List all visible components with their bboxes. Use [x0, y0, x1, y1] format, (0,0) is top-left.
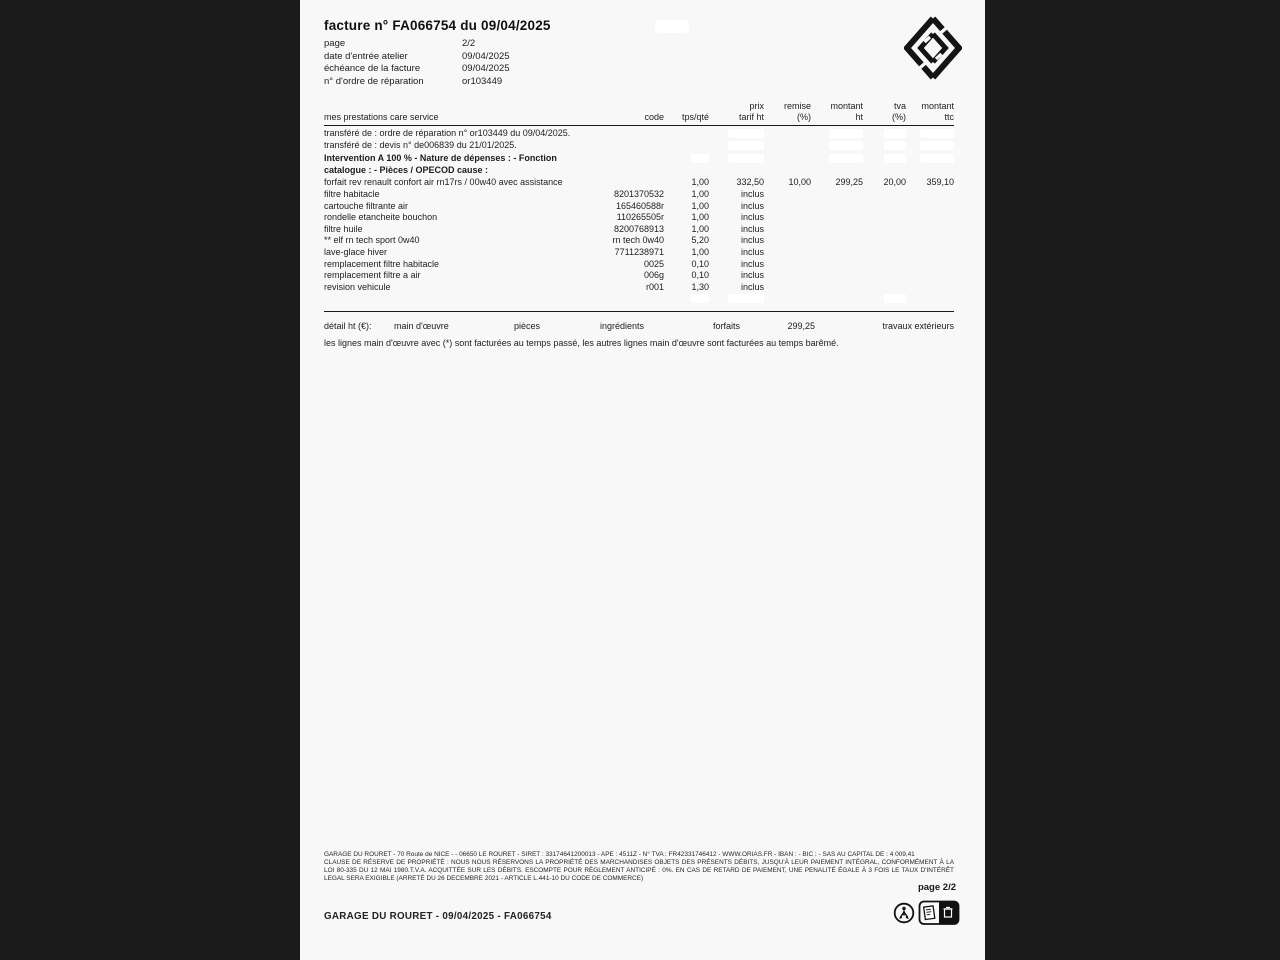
- cell-discount: [764, 270, 811, 282]
- cell-ht: [811, 235, 863, 247]
- cell-qty: 1,00: [691, 177, 709, 188]
- cell-code: rn tech 0w40: [612, 235, 664, 246]
- cell-price: inclus: [740, 281, 764, 292]
- cell-code: 8201370532: [613, 188, 664, 199]
- cell-tva: [863, 235, 906, 247]
- cell-discount: [764, 282, 811, 294]
- cell-code: [579, 177, 664, 189]
- cell-code: 110265505r: [616, 212, 664, 223]
- col-header-prestations: mes prestations care service: [324, 111, 439, 122]
- cell-price: 332,50: [736, 177, 764, 188]
- cell-ttc: [906, 259, 954, 271]
- cell-price: [709, 140, 764, 152]
- meta-value: 09/04/2025: [462, 50, 510, 62]
- cell-desc: remplacement filtre habitacle: [324, 258, 440, 269]
- redacted-value: [920, 141, 954, 150]
- cell-desc: remplacement filtre a air: [324, 270, 421, 281]
- cell-ttc: [906, 128, 954, 140]
- cell-ht: [811, 224, 863, 236]
- cell-discount: [764, 293, 811, 305]
- cell-desc: transféré de : ordre de réparation n° or103449 du 09/04/2025.: [324, 128, 571, 138]
- cell-ht: [811, 140, 863, 152]
- table-row: [324, 201, 954, 213]
- redacted-value: [728, 129, 764, 138]
- col-header-qty: tps/qté: [681, 111, 709, 122]
- table-row: [324, 212, 954, 224]
- cell-ttc: [906, 293, 954, 305]
- detail-pieces: pièces: [514, 320, 541, 331]
- cell-code: [579, 153, 664, 176]
- cell-tva: [863, 153, 906, 176]
- cell-discount: [764, 189, 811, 201]
- cell-discount: [764, 128, 811, 140]
- cell-tva: [863, 201, 906, 213]
- billing-note: les lignes main d'œuvre avec (*) sont facturées au temps passé, les autres lignes main d'œuvre sont facturées au temps barêmé.: [324, 337, 839, 348]
- redacted-value: [829, 129, 863, 138]
- meta-row: [324, 63, 510, 76]
- redacted-value: [884, 294, 906, 303]
- cell-price: inclus: [740, 188, 764, 199]
- cell-desc: filtre huile: [324, 223, 363, 234]
- table-rows: [324, 128, 954, 305]
- table-bottom-rule: [324, 311, 954, 312]
- cell-desc: rondelle etancheite bouchon: [324, 212, 438, 223]
- table-row: [324, 224, 954, 236]
- cell-price: inclus: [740, 212, 764, 223]
- legal-footer: [324, 851, 954, 883]
- cell-desc: ** elf rn tech sport 0w40: [324, 235, 420, 246]
- cell-ttc: [906, 189, 954, 201]
- invoice-meta: [324, 38, 510, 88]
- cell-price: inclus: [740, 246, 764, 257]
- cell-desc: revision vehicule: [324, 281, 391, 292]
- meta-row: [324, 51, 510, 64]
- col-header-code: code: [644, 111, 664, 122]
- cell-ht: [811, 270, 863, 282]
- redacted-value: [884, 141, 906, 150]
- detail-travaux-exterieurs: travaux extérieurs: [882, 320, 954, 331]
- cell-ttc: [906, 224, 954, 236]
- cell-discount: [764, 201, 811, 213]
- detail-ht-row: [324, 321, 954, 331]
- table-row: [324, 247, 954, 259]
- table-row: [324, 140, 954, 152]
- document-reference: GARAGE DU ROURET - 09/04/2025 - FA066754: [324, 911, 552, 922]
- cell-tva: [863, 259, 906, 271]
- redacted-value: [728, 294, 764, 303]
- cell-ht: [811, 259, 863, 271]
- cell-code: 8200768913: [613, 223, 664, 234]
- recycling-icons: [893, 897, 961, 927]
- col-header-tva: tva (%): [892, 101, 906, 122]
- redacted-value: [691, 154, 709, 163]
- cell-ht: [811, 293, 863, 305]
- company-info-line: GARAGE DU ROURET - 70 Route de NICE - - 06650 LE ROURET - SIRET : 33174641200013 - APE : 4511Z - N° TVA : FR42331746412 - WWW.ORIAS.FR - IBAN : - BIC : - SAS AU CAPITAL DE : 4 009,41: [324, 851, 915, 858]
- col-header-montant-ttc: montant ttc: [921, 101, 954, 122]
- redacted-smudge: [655, 20, 689, 33]
- meta-row: [324, 76, 510, 89]
- cell-qty: 0,10: [691, 258, 709, 269]
- meta-label: date d'entrée atelier: [324, 50, 408, 62]
- cell-qty: 5,20: [691, 235, 709, 246]
- meta-label: n° d'ordre de réparation: [324, 75, 424, 87]
- cell-code: [579, 128, 664, 140]
- table-row: [324, 259, 954, 271]
- cell-price: inclus: [740, 200, 764, 211]
- cell-discount: [764, 224, 811, 236]
- cell-tva: [863, 140, 906, 152]
- redacted-value: [884, 154, 906, 163]
- cell-ttc: [906, 270, 954, 282]
- cell-code: 0025: [643, 258, 664, 269]
- cell-desc: lave-glace hiver: [324, 246, 388, 257]
- redacted-value: [920, 154, 954, 163]
- col-header-remise: remise (%): [783, 101, 811, 122]
- cell-price: [709, 128, 764, 140]
- cell-qty: 1,00: [691, 200, 709, 211]
- cell-discount: [764, 259, 811, 271]
- redacted-value: [920, 129, 954, 138]
- meta-value: 09/04/2025: [462, 63, 510, 75]
- cell-qty: 1,00: [691, 212, 709, 223]
- cell-ttc: [906, 201, 954, 213]
- cell-code: r001: [645, 281, 664, 292]
- cell-tva: [863, 212, 906, 224]
- redacted-value: [829, 141, 863, 150]
- cell-price: inclus: [740, 235, 764, 246]
- cell-ttc: [906, 140, 954, 152]
- cell-qty: [664, 153, 709, 176]
- cell-desc: filtre habitacle: [324, 188, 380, 199]
- cell-ttc: [906, 247, 954, 259]
- cell-qty: 1,00: [691, 246, 709, 257]
- renault-diamond-logo-icon: [904, 15, 962, 81]
- cell-discount: 10,00: [788, 177, 811, 188]
- cell-discount: [764, 153, 811, 176]
- redacted-value: [728, 141, 764, 150]
- cell-discount: [764, 140, 811, 152]
- cell-qty: 1,00: [691, 188, 709, 199]
- cell-code: [579, 140, 664, 152]
- cell-ht: [811, 212, 863, 224]
- cell-qty: 1,00: [691, 223, 709, 234]
- redacted-value: [884, 129, 906, 138]
- cell-qty: 0,10: [691, 270, 709, 281]
- cell-tva: [863, 128, 906, 140]
- meta-label: page: [324, 38, 346, 49]
- cell-ht: [811, 153, 863, 176]
- cell-price: inclus: [740, 223, 764, 234]
- cell-desc: Intervention A 100 % - Nature de dépenses : - Fonction catalogue : - Pièces / OPECOD cause :: [324, 153, 557, 175]
- col-header-prix: prix tarif ht: [738, 101, 764, 122]
- cell-ht: [811, 189, 863, 201]
- meta-label: échéance de la facture: [324, 63, 421, 75]
- cell-tva: [863, 247, 906, 259]
- col-header-montant-ht: montant ht: [830, 101, 863, 122]
- detail-main-oeuvre: main d'œuvre: [394, 320, 449, 331]
- cell-tva: [863, 224, 906, 236]
- table-row: [324, 282, 954, 294]
- cell-price: [709, 153, 764, 176]
- cell-ht: [811, 247, 863, 259]
- cell-qty: [664, 140, 709, 152]
- cell-code: 165460588r: [615, 200, 664, 211]
- sorting-info-icon: [920, 902, 959, 925]
- cell-ttc: [906, 282, 954, 294]
- cell-ttc: 359,10: [926, 177, 954, 188]
- cell-discount: [764, 247, 811, 259]
- reserve-clause: CLAUSE DE RÉSERVE DE PROPRIÉTÉ : NOUS NOUS RÉSERVONS LA PROPRIÉTÉ DES MARCHANDISES OBJETS DES PRÉSENTS DÉBITS, JUSQU'À LEUR PAIEMENT INTÉGRAL, CONFORMÉMENT À LA LOI 80-335 DU 12 MAI 1980.T.V.A. ACQUITTÉE SUR LES DÉBITS. ESCOMPTE POUR RÈGLEMENT ANTICIPÉ : 0%. EN CAS DE RETARD DE PAIEMENT, UNE PENALITÉ ÉGALE À 3 FOIS LE TAUX D'INTÉRÊT LEGAL SERA EXIGIBLE (ARRETÉ DU 26 DECEMBRE 2021 - ARTICLE L.441-10 DU CODE DE COMMERCE): [324, 858, 954, 882]
- invoice-page: [300, 0, 985, 960]
- cell-tva: [863, 189, 906, 201]
- table-row: [324, 235, 954, 247]
- cell-desc: forfait rev renault confort air rn17rs / 00w40 avec assistance: [324, 177, 563, 188]
- cell-ht: [811, 282, 863, 294]
- redacted-value: [829, 154, 863, 163]
- prestations-table: [324, 101, 954, 348]
- table-row: [324, 177, 954, 189]
- redacted-value: [728, 154, 764, 163]
- cell-qty: [664, 128, 709, 140]
- cell-code: [579, 293, 664, 305]
- cell-price: inclus: [740, 270, 764, 281]
- triman-icon: [895, 904, 914, 923]
- cell-ht: 299,25: [835, 177, 863, 188]
- cell-price: inclus: [740, 258, 764, 269]
- page-number-label: page 2/2: [917, 882, 956, 893]
- cell-tva: [863, 282, 906, 294]
- cell-desc: transféré de : devis n° de006839 du 21/01/2025.: [324, 139, 517, 150]
- detail-forfaits-value: 299,25: [787, 320, 815, 331]
- table-row: [324, 189, 954, 201]
- cell-qty: 1,30: [691, 281, 709, 292]
- cell-ttc: [906, 235, 954, 247]
- cell-tva: [863, 293, 906, 305]
- cell-desc: cartouche filtrante air: [324, 200, 409, 211]
- cell-desc: [324, 293, 579, 305]
- table-header: [324, 101, 954, 126]
- cell-discount: [764, 212, 811, 224]
- invoice-title: facture n° FA066754 du 09/04/2025: [324, 18, 551, 33]
- cell-ht: [811, 128, 863, 140]
- meta-value: 2/2: [462, 38, 476, 49]
- cell-ttc: [906, 153, 954, 176]
- cell-code: 006g: [643, 270, 664, 281]
- table-row: [324, 270, 954, 282]
- cell-code: 7711238971: [614, 246, 664, 257]
- table-row: [324, 128, 954, 140]
- redacted-value: [691, 294, 709, 303]
- cell-ht: [811, 201, 863, 213]
- table-row: [324, 153, 954, 176]
- cell-discount: [764, 235, 811, 247]
- table-row: [324, 293, 954, 305]
- detail-ht-label: détail ht (€):: [324, 320, 372, 331]
- detail-ingredients: ingrédients: [600, 320, 645, 331]
- meta-row: [324, 38, 510, 51]
- meta-value: or103449: [462, 75, 503, 87]
- cell-ttc: [906, 212, 954, 224]
- cell-tva: 20,00: [883, 177, 906, 188]
- cell-tva: [863, 270, 906, 282]
- cell-qty: [664, 293, 709, 305]
- cell-price: [709, 293, 764, 305]
- detail-forfaits: forfaits: [713, 320, 741, 331]
